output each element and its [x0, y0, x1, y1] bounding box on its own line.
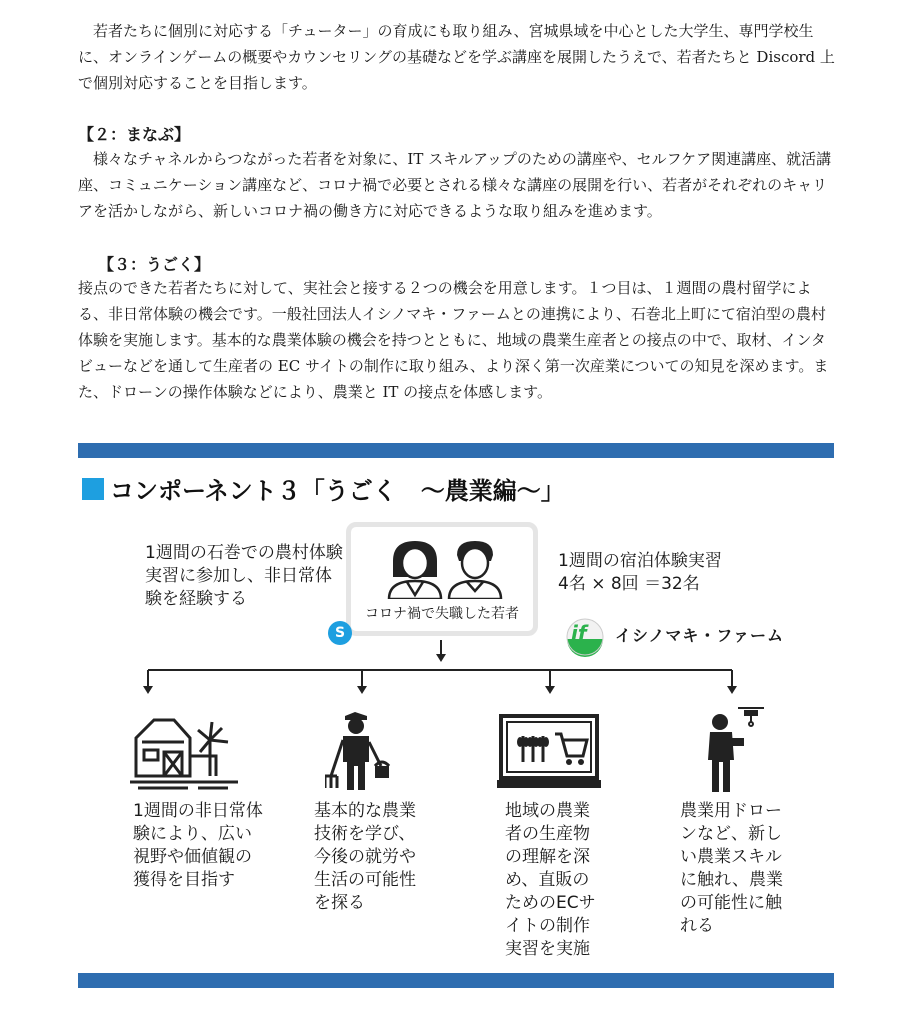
- intro-paragraph: 若者たちに個別に対応する「チューター」の育成にも取り組み、宮城県域を中心とした大学生、専門学校生に、オンラインゲームの概要やカウンセリングの基礎などを学ぶ講座を展開したうえで、若者たちと Discord 上で個別対応することを目指します。: [78, 22, 835, 92]
- farm-logo-text: イシノマキ・ファーム: [615, 626, 785, 645]
- farm-logo-mark: if: [571, 621, 587, 645]
- barn-icon: [128, 712, 240, 794]
- column-4-text: 農業用ドローンなど、新しい農業スキルに触れ、農業の可能性に触れる: [680, 801, 784, 936]
- component-title: コンポーネント３「うごく ～農業編～」: [110, 477, 565, 505]
- left-note: 1週間の石巻での農村体験実習に参加し、非日常体験を経験する: [145, 543, 343, 609]
- right-note-line-1: 1週間の宿泊体験実習: [558, 551, 722, 571]
- column-1-text: 1週間の非日常体験により、広い視野や価値観の獲得を目指す: [133, 801, 263, 890]
- section-2-paragraph: 様々なチャネルからつながった若者を対象に、IT スキルアップのための講座や、セルフケア関連講座、就活講座、コミュニケーション講座など、コロナ禍で必要とされる様々な講座の展開を行い、若者がそれぞれのキャリアを活かしながら、新しいコロナ禍の働き方に対応できるような取り組みを進めます。: [78, 150, 832, 220]
- farmer-icon: [325, 710, 395, 792]
- bottom-divider-bar: [78, 973, 834, 988]
- section-3-heading: 【３：うごく】: [98, 255, 211, 274]
- s-badge-icon: S: [328, 621, 352, 645]
- column-2-text: 基本的な農業技術を学び、今後の就労や生活の可能性を探る: [314, 801, 416, 913]
- target-youth-label: コロナ禍で失職した若者: [365, 606, 519, 622]
- drone-operator-icon: [704, 700, 768, 794]
- ec-site-icon: [497, 712, 601, 792]
- section-2-heading: 【２：まなぶ】: [78, 125, 191, 144]
- right-note-line-2: 4名 × 8回 ＝32名: [558, 574, 700, 594]
- section-3-paragraph: 接点のできた若者たちに対して、実社会と接する２つの機会を用意します。１つ目は、１週間の農村留学による、非日常体験の機会です。一般社団法人イシノマキ・ファームとの連携により、石巻北上町にて宿泊型の農村体験を実施します。基本的な農業体験の機会を持つとともに、地域の農業生産者との接点の中で、取材、インタビューなどを通して生産者の EC サイトの制作に取り組み、より深く第一次産業についての知見を深めます。また、ドローンの操作体験などにより、農業と IT の接点を体感します。: [78, 279, 829, 401]
- column-3-text: 地域の農業者の生産物の理解を深め、直販のためのECサイトの制作実習を実施: [505, 801, 596, 959]
